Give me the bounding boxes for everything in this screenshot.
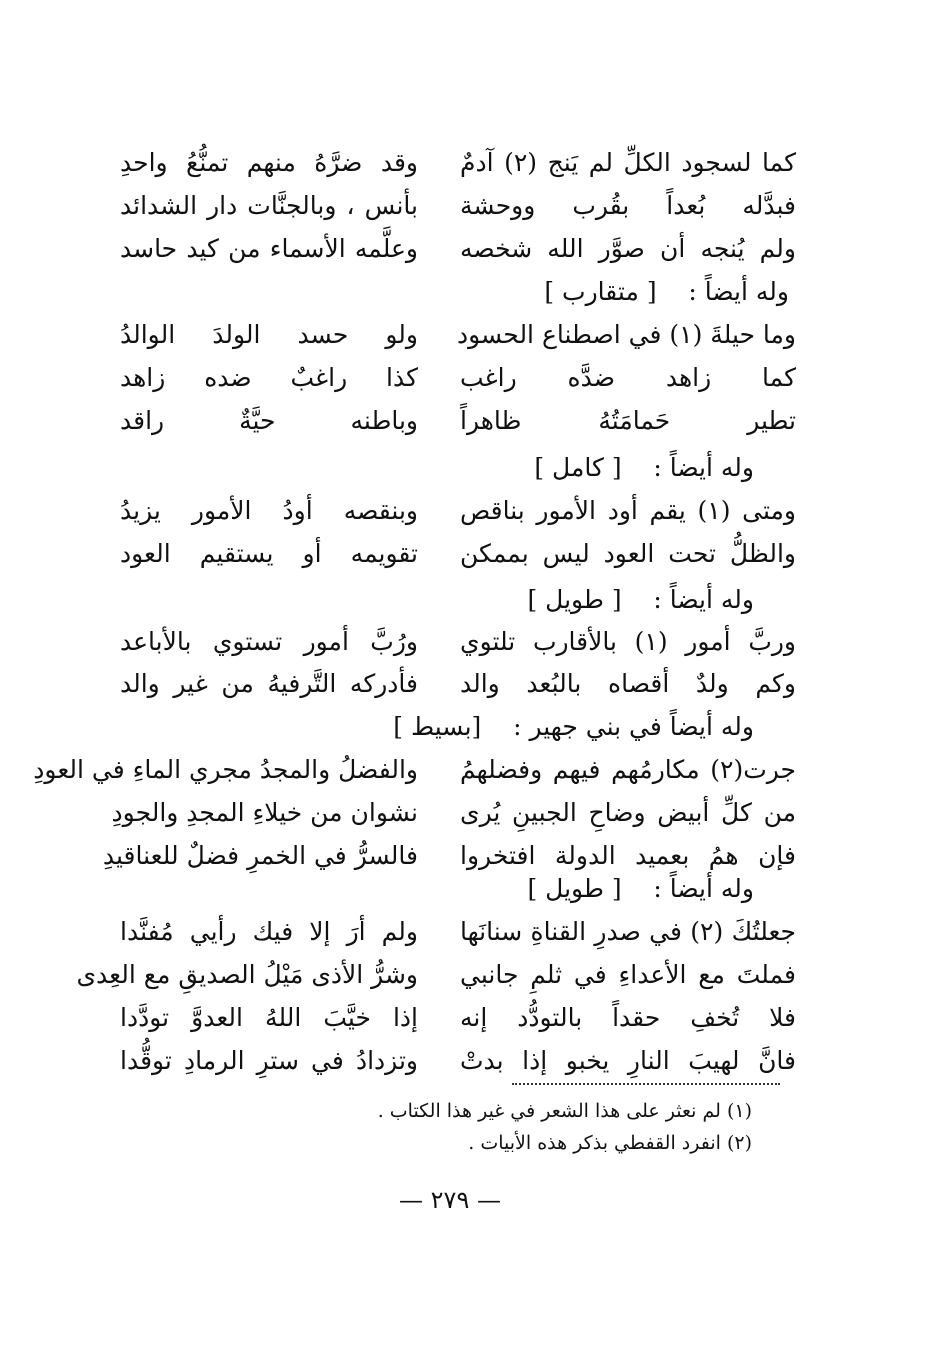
verse-second-hemistich: تقويمه أو يستقيم العود: [120, 539, 418, 568]
verse-second-hemistich: وبنقصه أودُ الأمور يزيدُ: [120, 496, 418, 525]
poem-intro: [234, 580, 754, 620]
verse-first-hemistich: وربَّ أمور (١) بالأقارب تلتوي: [460, 627, 797, 656]
verse-first-hemistich: كما لسجود الكلِّ لم يَنج (٢) آدمٌ: [460, 148, 797, 177]
verse-second-hemistich: والفضلُ والمجدُ مجري الماءِ في العودِ: [33, 755, 418, 784]
page-number: — ٢٧٩ —: [399, 1186, 501, 1214]
verse-second-hemistich: وتزدادُ في سترِ الرمادِ توقُّدا: [120, 1046, 418, 1075]
footnote-2: (٢) انفرد القفطي بذكر هذه الأبيات .: [468, 1132, 752, 1154]
meter-label: [بسيط ]: [393, 712, 482, 741]
footnote-separator: [512, 1083, 780, 1085]
verse-second-hemistich: بأنس ، وبالجنَّات دار الشدائد: [120, 191, 418, 220]
verse-second-hemistich: فأدركه التَّرفيهُ من غير والد: [120, 669, 418, 698]
verse-second-hemistich: كذا راغبٌ ضده زاهد: [120, 363, 418, 392]
verse-second-hemistich: وشرُّ الأذى مَيْلُ الصديقِ مع العِدى: [76, 960, 418, 989]
verse-second-hemistich: إذا خيَّبَ اللهُ العدوَّ تودَّدا: [120, 1003, 418, 1032]
verse-second-hemistich: ورُبَّ أمور تستوي بالأباعد: [120, 627, 418, 656]
verse-first-hemistich: فلا تُخفِ حقداً بالتودُّد إنه: [460, 1003, 796, 1032]
poem-intro: [234, 448, 754, 488]
verse-first-hemistich: وما حيلةَ (١) في اصطناع الحسود: [456, 320, 796, 349]
intro-text: وله أيضاً :: [688, 277, 789, 306]
meter-label: [ متقارب ]: [544, 277, 657, 306]
poem-intro: [234, 869, 754, 909]
verse-second-hemistich: نشوان من خيلاءِ المجدِ والجودِ: [111, 798, 418, 827]
intro-text: وله أيضاً :: [653, 453, 754, 482]
verse-first-hemistich: ولم يُنجه أن صوَّر الله شخصه: [460, 234, 796, 263]
poem-intro: [269, 272, 789, 312]
verse-second-hemistich: وقد ضرَّهُ منهم تمنُّعُ واحدِ: [120, 148, 418, 177]
intro-text: وله أيضاً :: [653, 585, 754, 614]
verse-first-hemistich: ومتى (١) يقم أود الأمور بناقص: [460, 496, 797, 525]
intro-text: وله أيضاً :: [653, 874, 754, 903]
verse-second-hemistich: وباطنه حيَّةٌ راقد: [120, 406, 418, 435]
verse-first-hemistich: فملتَ مع الأعداءِ في ثلمِ جانبي: [460, 960, 796, 989]
verse-first-hemistich: جعلتُكَ (٢) في صدرِ القناةِ سنانَها: [460, 917, 796, 946]
verse-first-hemistich: جرت(٢) مكارمُهم فيهم وفضلهمُ: [460, 755, 796, 784]
meter-label: [ طويل ]: [527, 585, 622, 614]
poem-intro: [234, 707, 754, 747]
meter-label: [ كامل ]: [534, 453, 622, 482]
intro-text: وله أيضاً في بني جهير :: [513, 712, 754, 741]
verse-first-hemistich: وكم ولدٌ أقصاه بالبُعد والد: [460, 669, 796, 698]
verse-first-hemistich: كما زاهد ضدَّه راغب: [460, 363, 796, 392]
verse-second-hemistich: وعلَّمه الأسماء من كيد حاسد: [120, 234, 418, 263]
meter-label: [ طويل ]: [527, 874, 622, 903]
verse-first-hemistich: فإن همُ بعميد الدولة افتخروا: [460, 841, 796, 870]
verse-first-hemistich: فانَّ لهيبَ النارِ يخبو إذا بدتْ: [460, 1046, 796, 1075]
verse-first-hemistich: من كلِّ أبيض وضاحِ الجبينِ يُرى: [460, 798, 796, 827]
verse-second-hemistich: ولم أرَ إلا فيك رأيي مُفنَّدا: [120, 917, 418, 946]
footnote-1: (١) لم نعثر على هذا الشعر في غير هذا الكتاب .: [377, 1100, 752, 1122]
verse-first-hemistich: فبدَّله بُعداً بقُرب ووحشة: [460, 191, 796, 220]
verse-second-hemistich: ولو حسد الولدَ الوالدُ: [120, 320, 418, 349]
verse-second-hemistich: فالسرُّ في الخمرِ فضلٌ للعناقيدِ: [102, 841, 418, 870]
verse-first-hemistich: والظلُّ تحت العود ليس بممكن: [460, 539, 796, 568]
verse-first-hemistich: تطير حَمامَتُهُ ظاهراً: [460, 406, 796, 435]
